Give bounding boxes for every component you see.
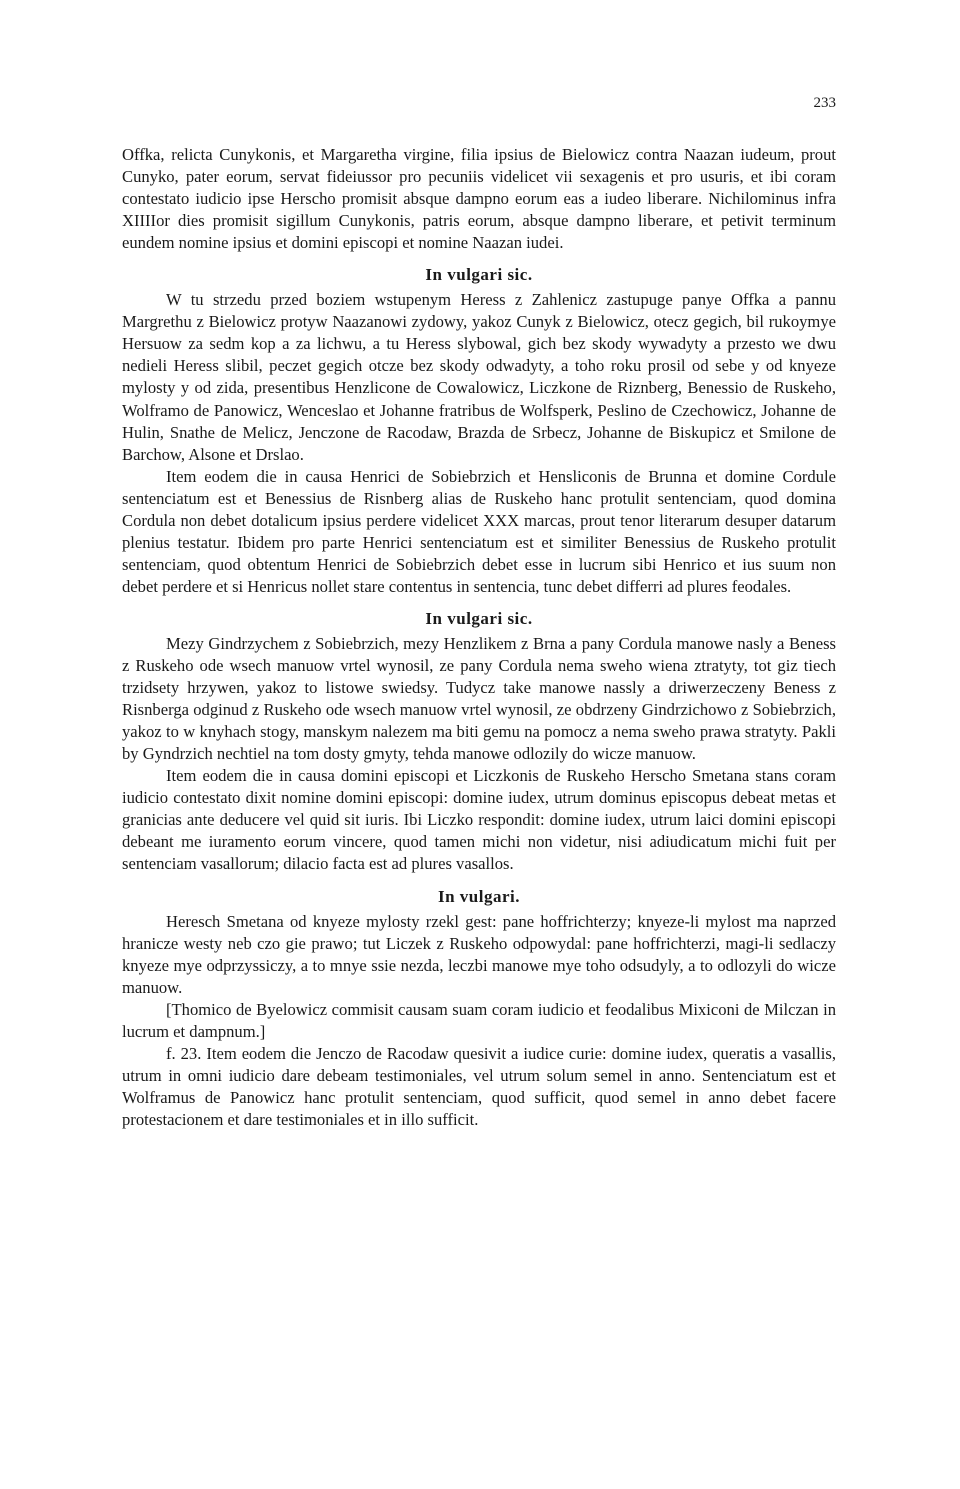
paragraph-henrici: Item eodem die in causa Henrici de Sobiebrzich et Hensliconis de Brunna et domine Cordule sentenciatum est et Benessius de Risnberg alias de Ruskeho hanc protulit sentenciam, quod domina Cordula non debet dotalicum ipsius perdere videlicet XXX marcas, prout tenor literarum desuper datarum plenius testatur. Ibidem pro parte Henrici sentenciatum est et similiter Benessius de Ruskeho protulit sentenciam, quod obtentum Henrici de Sobiebrzich debet esse in lucrum sibi Henrico et ius suum non debet perdere et si Henricus nollet stare contentus in sentencia, tunc debet differri ad plures feodales. [122,466,836,596]
section-heading-vulgari-1: In vulgari sic. [425,265,533,285]
page-number: 233 [813,95,836,111]
paragraph-vulgari-strzedu: W tu strzedu przed boziem wstupenym Heress z Zahlenicz zastupuge panye Offka a pannu Margrethu z Bielowicz protyw Naazanowi zydowy, yakoz Cunyk z Bielowicz, otecz gegich, bil rukoymye Hersuow za sedm kop a za lichwu, a tu Heress slybowal, gich bez skody wywadyty a przesto we dwu nedieli Heress slibil, peczet gegich otcze bez skody odwadyty, a toho roku prosil od sebe y od knyeze mylosty y od zida, presentibus Henzlicone de Cowalowicz, Liczkone de Riznberg, Benessio de Ruskeho, Wolframo de Panowicz, Wenceslao et Johanne fratribus de Wolfsperk, Peslino de Czechowicz, Johanne de Hulin, Snathe de Melicz, Jenczone de Racodaw, Brazda de Srbecz, Johanne de Biskupicz et Smilone de Barchow, Alsone et Drslao. [122,290,836,464]
document-page [122,92,836,1131]
paragraph-vulgari-gindrzych: Mezy Gindrzychem z Sobiebrzich, mezy Henzlikem z Brna a pany Cordula manowe nasly a Beness z Ruskeho ode wsech manuow vrtel wynosil, ze pany Cordula nema sweho wiena ztratyty, tot giz tiech trzidsety hrzywen, yakoz to listowe swiedsy. Tudycz take manowe nassly a driwerzeczeny Beness z Risnberga odginud z Ruskeho ode wsech manuow vrtel wynosil, ze obdrzeny Gindrzichowo z Sobiebrzich, yakoz to w knyhach stogy, manskym nalezem ma biti gemu na pomocz a nema sweho prawa stratyty. Pakli by Gyndrzich nechtiel na tom dosty gmyty, tehda manowe odlozily do wicze manuow. [122,633,836,764]
paragraph-episcopi: Item eodem die in causa domini episcopi et Liczkonis de Ruskeho Herscho Smetana stans coram iudicio contestato dixit nomine domini episcopi: domine iudex, utrum dominus episcopus debeat metas et granicias ante deducere vel quid sit iuris. Ibi Liczko respondit: domine iudex, utrum laici domini episcopi debeant me iuramento eorum vincere, quod tamen michi non videtur, nisi adiudicatum michi fuit per sentenciam vasallorum; dilacio facta est ad plures vasallos. [122,766,836,874]
paragraph-jenczo: f. 23. Item eodem die Jenczo de Racodaw quesivit a iudice curie: domine iudex, queratis a vasallis, utrum in omni iudicio dare debeam testimoniales, vel utrum solum semel in anno. Sentenciatum est et Wolframus de Panowicz hanc protulit sentenciam, quod sufficit, quod semel in anno debet facere protestacionem et dare testimoniales et in illo sufficit. [122,1043,836,1129]
section-heading-vulgari-2: In vulgari sic. [425,608,533,628]
paragraph-vulgari-heresch: Heresch Smetana od knyeze mylosty rzekl gest: pane hoffrichterzy; knyeze-li mylost ma naprzed hranicze westy neb czo gie prawo; tut Liczek z Ruskeho odpowydal: pane hoffrichterzi, magi-li sedlaczy knyeze mye odprzyssiczy, a to mnye ssie nezda, leczbi manowe mye toho odsudyly, a to odlozyli do wicze manuow. [122,911,836,997]
section-heading-vulgari-3: In vulgari. [437,886,521,906]
paragraph-thomico: [Thomico de Byelowicz commisit causam suam coram iudicio et feodalibus Mixiconi de Milczan in lucrum et dampnum.] [122,999,836,1041]
paragraph-offka: Offka, relicta Cunykonis, et Margaretha virgine, filia ipsius de Bielowicz contra Naazan iudeum, prout Cunyko, pater eorum, servat fideiussor pro pecuniis videlicet vii sexagenis et pro usuris, et ibi coram contestato iudicio ipse Herscho promisit absque dampno eorum eas a iudeo liberare. Nichilominus infra XIIIIor dies promisit sigillum Cunykonis, patris eorum, absque dampno liberare, et petivit terminum eundem nomine ipsius et domini episcopi et nomine Naazan iudei. [122,145,836,253]
